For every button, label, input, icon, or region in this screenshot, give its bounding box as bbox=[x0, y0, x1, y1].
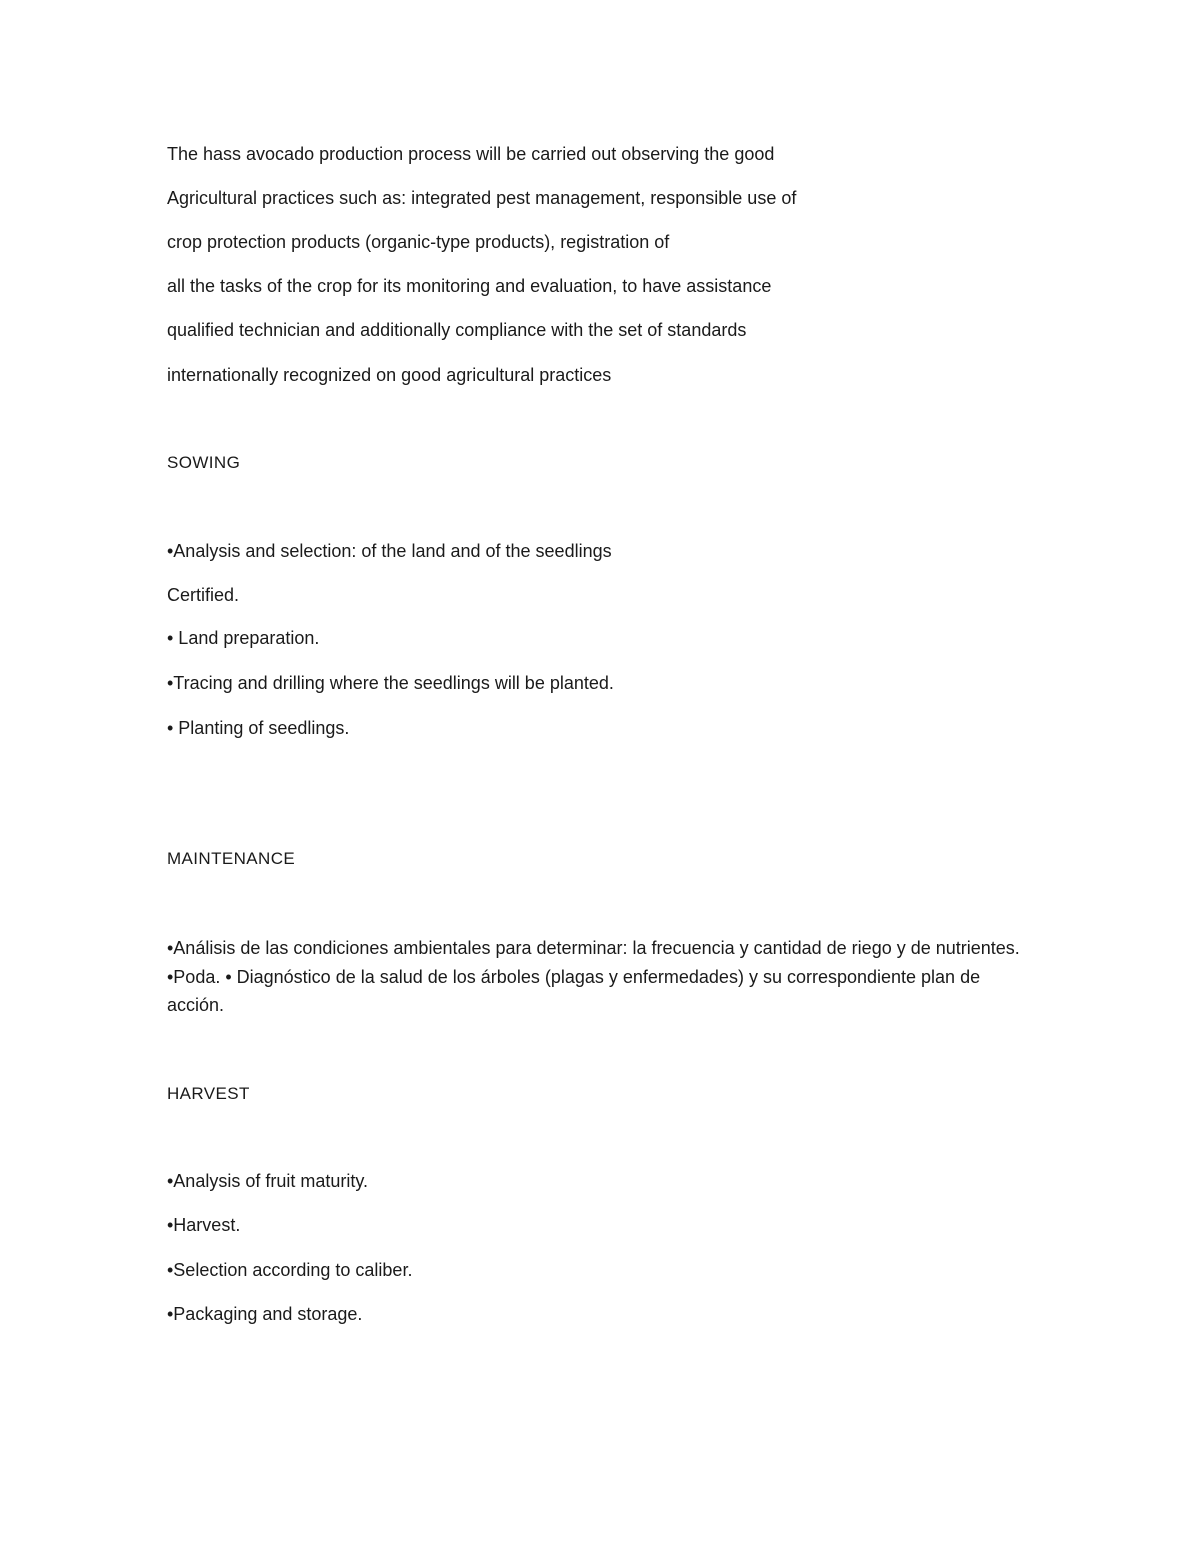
sowing-item: •Tracing and drilling where the seedlings will be planted. bbox=[167, 673, 614, 693]
intro-line: Agricultural practices such as: integrated pest management, responsible use of bbox=[167, 188, 797, 208]
harvest-item: •Selection according to caliber. bbox=[167, 1260, 413, 1280]
sowing-item: •Analysis and selection: of the land and of the seedlings bbox=[167, 541, 612, 561]
intro-line: qualified technician and additionally compliance with the set of standards bbox=[167, 320, 747, 340]
intro-line: The hass avocado production process will be carried out observing the good bbox=[167, 144, 775, 164]
maintenance-paragraph: •Análisis de las condiciones ambientales para determinar: la frecuencia y cantidad de riego y de nutrientes. •Poda. • Diagnóstico de la salud de los árboles (plagas y enfermedades) y su correspondiente plan de acción. bbox=[167, 938, 1020, 1015]
intro-line: crop protection products (organic-type products), registration of bbox=[167, 232, 670, 252]
harvest-item: •Harvest. bbox=[167, 1215, 241, 1235]
intro-line: all the tasks of the crop for its monitoring and evaluation, to have assistance bbox=[167, 276, 772, 296]
harvest-item: •Analysis of fruit maturity. bbox=[167, 1171, 369, 1191]
sowing-item: • Land preparation. bbox=[167, 628, 320, 648]
harvest-item: •Packaging and storage. bbox=[167, 1304, 363, 1324]
sowing-item: Certified. bbox=[167, 585, 240, 605]
intro-line: internationally recognized on good agricultural practices bbox=[167, 365, 612, 385]
sowing-heading: SOWING bbox=[167, 453, 241, 472]
harvest-heading: HARVEST bbox=[167, 1084, 250, 1103]
sowing-item: • Planting of seedlings. bbox=[167, 718, 350, 738]
maintenance-heading: MAINTENANCE bbox=[167, 849, 296, 868]
